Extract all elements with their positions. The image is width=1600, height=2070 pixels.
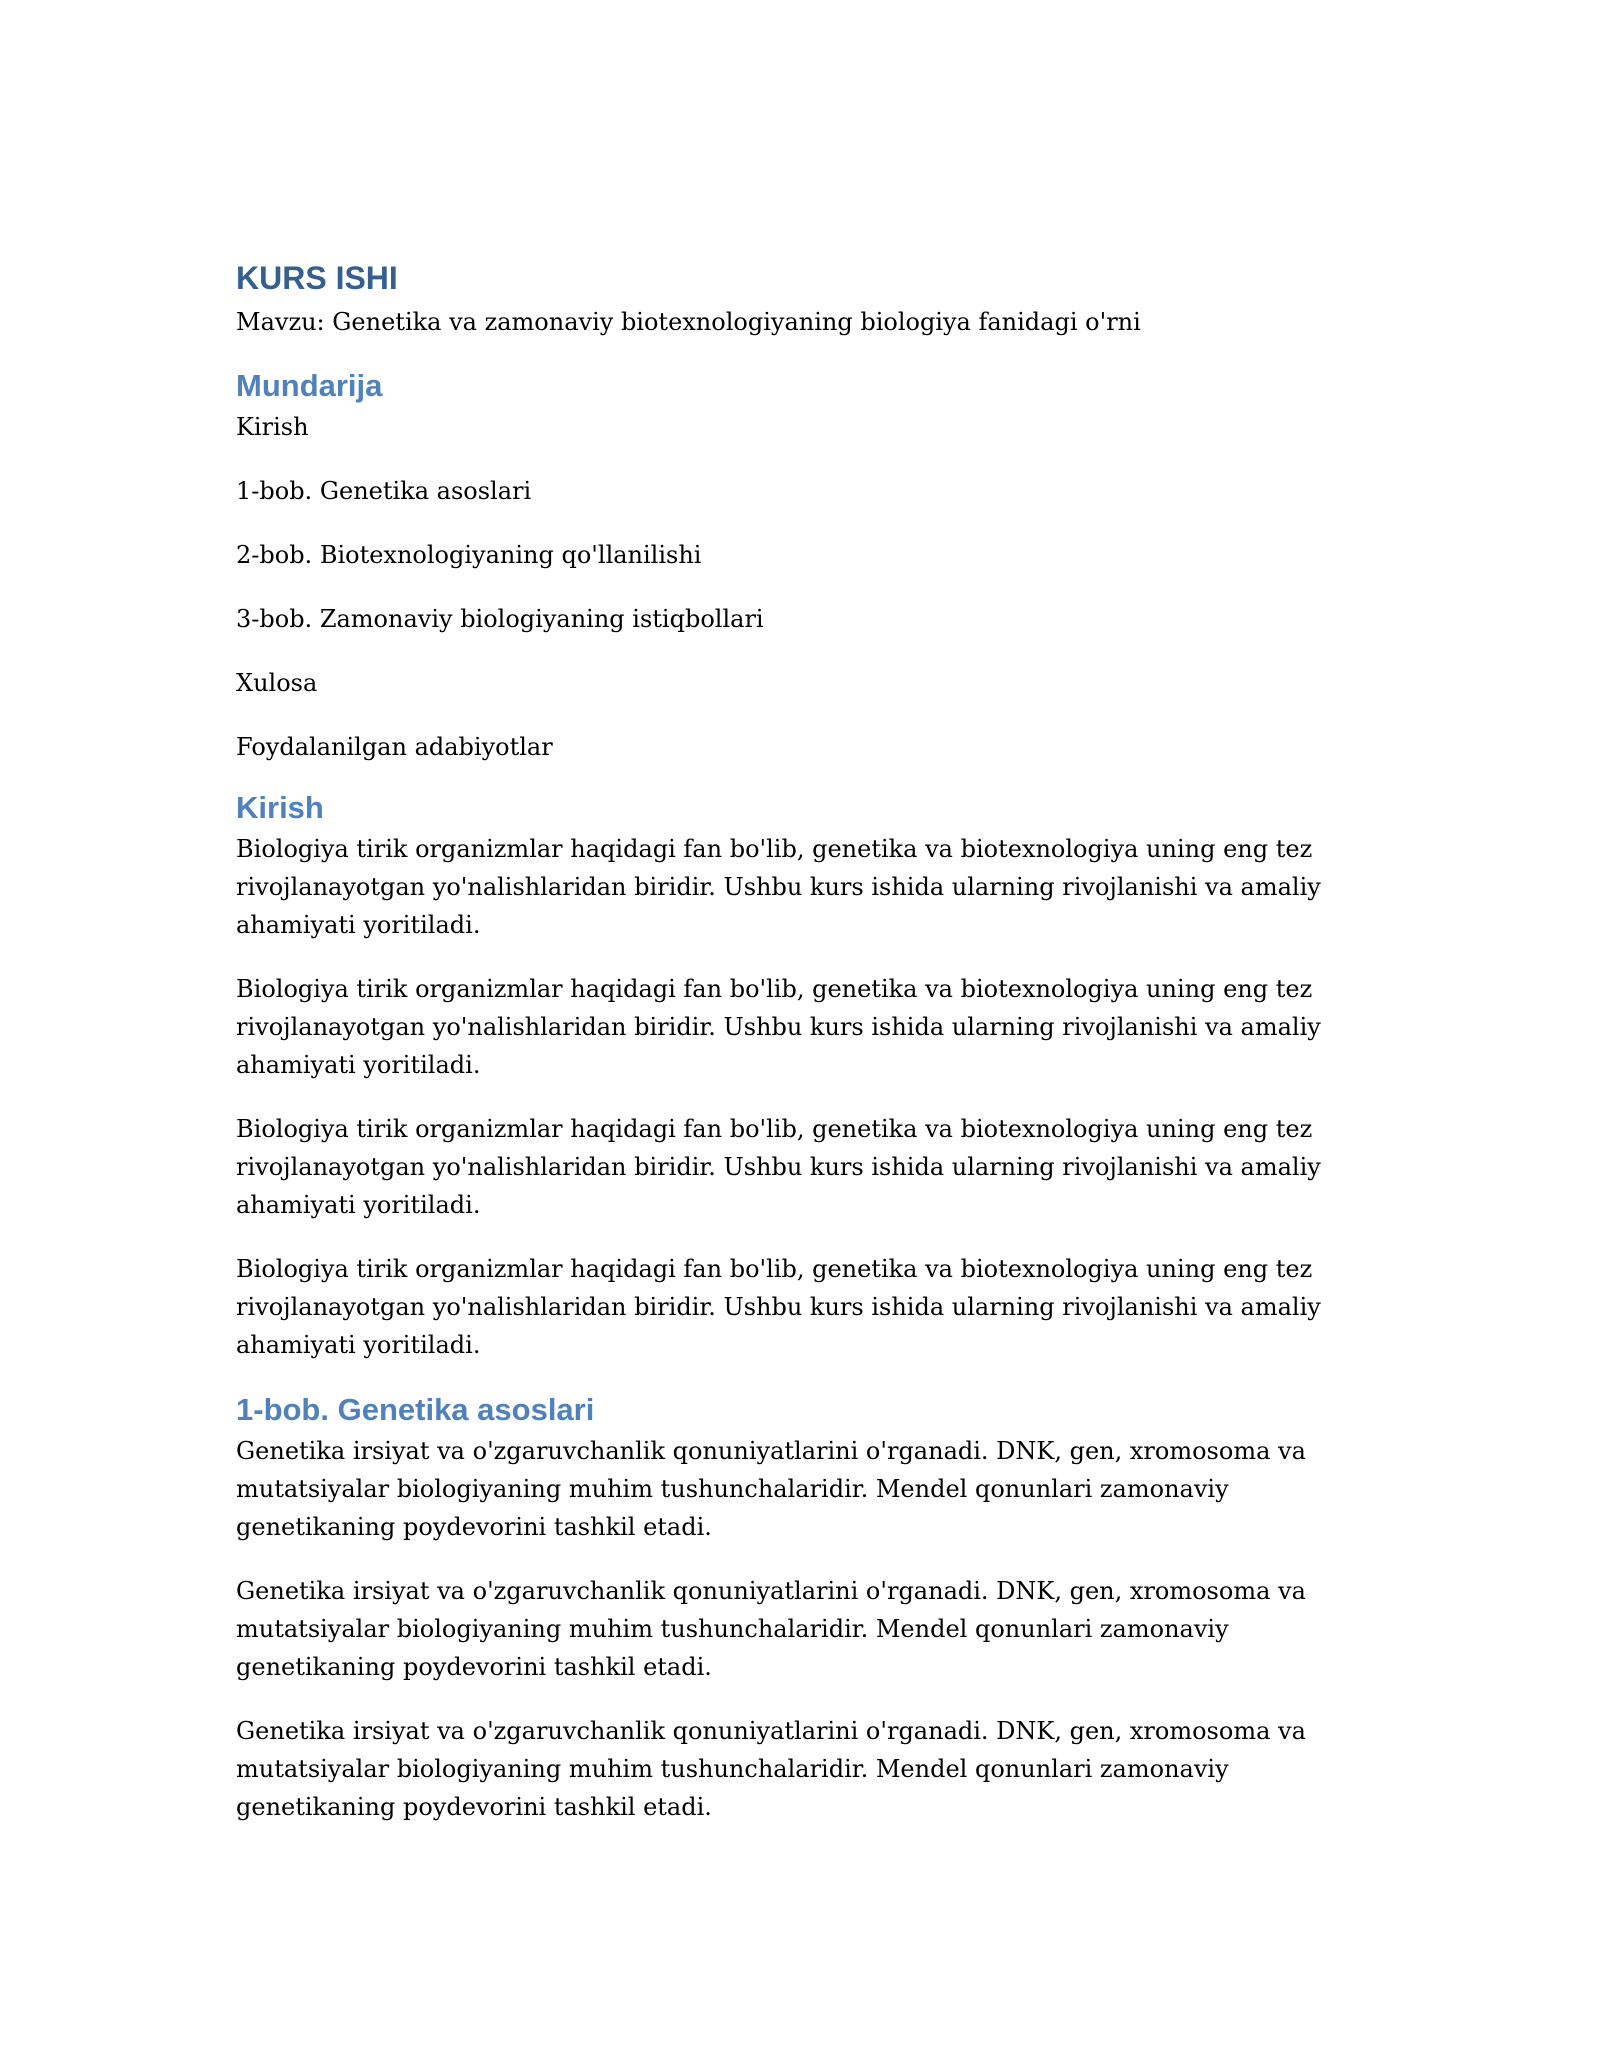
- toc-item-chapter-1: 1-bob. Genetika asoslari: [236, 477, 532, 505]
- toc-heading: Mundarija: [236, 368, 383, 403]
- section-kirish: [236, 788, 1366, 1364]
- toc-item-chapter-3: 3-bob. Zamonaviy biologiyaning istiqbollari: [236, 605, 764, 633]
- document-subtitle: Mavzu: Genetika va zamonaviy biotexnologiyaning biologiya fanidagi o'rni: [236, 308, 1141, 336]
- table-of-contents: [236, 408, 1366, 766]
- paragraph: Genetika irsiyat va o'zgaruvchanlik qonuniyatlarini o'rganadi. DNK, gen, xromosoma va mutatsiyalar biologiyaning muhim tushunchalaridir. Mendel qonunlari zamonaviy genetikaning poydevorini tashkil etadi.: [236, 1577, 1306, 1681]
- toc-item-references: Foydalanilgan adabiyotlar: [236, 733, 553, 761]
- document-page: [236, 248, 1366, 1852]
- toc-item-chapter-2: 2-bob. Biotexnologiyaning qo'llanilishi: [236, 541, 702, 569]
- paragraph: Biologiya tirik organizmlar haqidagi fan bo'lib, genetika va biotexnologiya uning eng tez rivojlanayotgan yo'nalishlaridan biridir. Ushbu kurs ishida ularning rivojlanishi va amaliy ahamiyati yoritiladi.: [236, 1255, 1321, 1359]
- paragraph: Biologiya tirik organizmlar haqidagi fan bo'lib, genetika va biotexnologiya uning eng tez rivojlanayotgan yo'nalishlaridan biridir. Ushbu kurs ishida ularning rivojlanishi va amaliy ahamiyati yoritiladi.: [236, 1115, 1321, 1219]
- section-heading-kirish: Kirish: [236, 790, 324, 825]
- section-chapter-1: [236, 1390, 1366, 1826]
- paragraph: Biologiya tirik organizmlar haqidagi fan bo'lib, genetika va biotexnologiya uning eng tez rivojlanayotgan yo'nalishlaridan biridir. Ushbu kurs ishida ularning rivojlanishi va amaliy ahamiyati yoritiladi.: [236, 835, 1321, 939]
- paragraph: Biologiya tirik organizmlar haqidagi fan bo'lib, genetika va biotexnologiya uning eng tez rivojlanayotgan yo'nalishlaridan biridir. Ushbu kurs ishida ularning rivojlanishi va amaliy ahamiyati yoritiladi.: [236, 975, 1321, 1079]
- paragraph: Genetika irsiyat va o'zgaruvchanlik qonuniyatlarini o'rganadi. DNK, gen, xromosoma va mutatsiyalar biologiyaning muhim tushunchalaridir. Mendel qonunlari zamonaviy genetikaning poydevorini tashkil etadi.: [236, 1437, 1306, 1541]
- toc-item-xulosa: Xulosa: [236, 669, 318, 697]
- paragraph: Genetika irsiyat va o'zgaruvchanlik qonuniyatlarini o'rganadi. DNK, gen, xromosoma va mutatsiyalar biologiyaning muhim tushunchalaridir. Mendel qonunlari zamonaviy genetikaning poydevorini tashkil etadi.: [236, 1717, 1306, 1821]
- section-heading-chapter-1: 1-bob. Genetika asoslari: [236, 1392, 595, 1427]
- toc-item-kirish: Kirish: [236, 413, 309, 441]
- document-title: KURS ISHI: [236, 260, 398, 296]
